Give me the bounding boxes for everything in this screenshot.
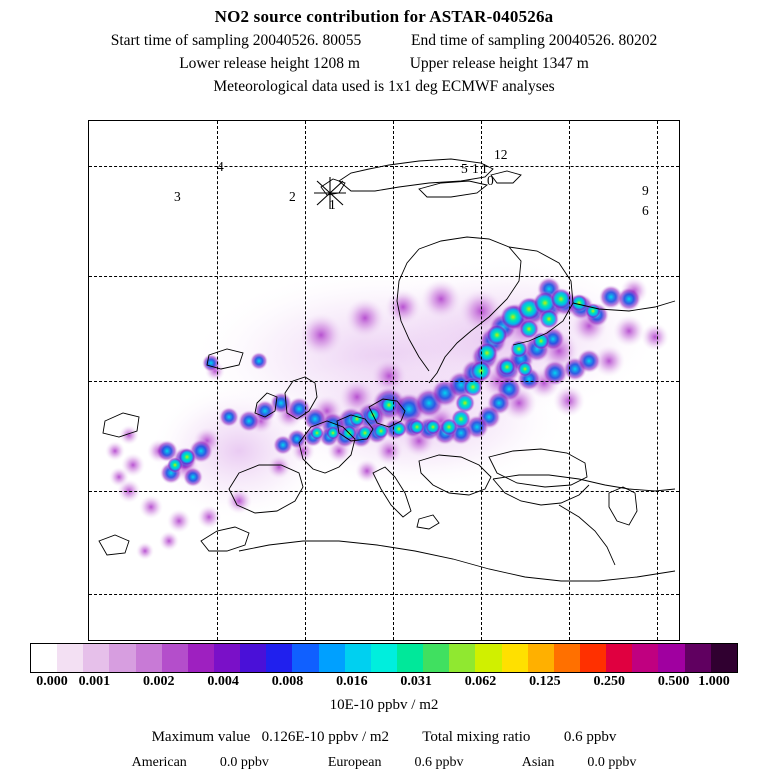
gridline-horizontal <box>89 276 679 277</box>
colorbar-swatch-2 <box>83 644 109 672</box>
colorbar-swatch-16 <box>449 644 475 672</box>
colorbar-tick-label: 0.250 <box>593 674 626 689</box>
colorbar-swatch-23 <box>632 644 658 672</box>
gridline-horizontal <box>89 491 679 492</box>
colorbar[interactable] <box>30 643 738 689</box>
colorbar-swatch-17 <box>475 644 501 672</box>
colorbar-swatch-25 <box>685 644 711 672</box>
european-label: European <box>327 755 382 770</box>
colorbar-swatch-20 <box>554 644 580 672</box>
total-mixing-ratio-value: 0.6 ppbv <box>563 729 617 745</box>
colorbar-swatch-15 <box>423 644 449 672</box>
map-annotation: 1 <box>472 161 479 176</box>
colorbar-tick-label: 0.002 <box>142 674 175 689</box>
colorbar-tick-label: 0.500 <box>657 674 690 689</box>
colorbar-swatch-1 <box>57 644 83 672</box>
max-value: 0.126E-10 ppbv / m2 <box>261 729 390 745</box>
colorbar-swatch-22 <box>606 644 632 672</box>
colorbar-tick-label: 0.031 <box>400 674 432 689</box>
european-value: 0.6 ppbv <box>414 755 464 770</box>
colorbar-swatch-12 <box>345 644 371 672</box>
map-annotation: 12 <box>494 147 508 162</box>
gridline-horizontal <box>89 166 679 167</box>
colorbar-tick-label: 0.016 <box>336 674 368 689</box>
colorbar-swatch-8 <box>240 644 266 672</box>
map-annotation: 2 <box>289 189 296 204</box>
colorbar-swatch-24 <box>658 644 684 672</box>
colorbar-tick-label: 0.062 <box>464 674 497 689</box>
map-annotation: 3 <box>174 189 181 204</box>
colorbar-swatch-4 <box>136 644 162 672</box>
colorbar-swatch-3 <box>109 644 135 672</box>
sampling-time-line <box>0 32 768 50</box>
gridline-horizontal <box>89 381 679 382</box>
regional-contributions-line <box>0 755 768 771</box>
colorbar-tick-label: 0.001 <box>78 674 111 689</box>
colorbar-tick-label: 0.000 <box>36 674 68 689</box>
map-annotation: 5 <box>461 161 468 176</box>
end-time-label: End time of sampling 20040526. 80202 <box>411 32 658 49</box>
colorbar-tick-label: 0.125 <box>529 674 561 689</box>
map-annotation: 4 <box>217 159 224 174</box>
lower-release-height-label: Lower release height 1208 m <box>179 55 360 72</box>
colorbar-swatch-21 <box>580 644 606 672</box>
colorbar-swatch-14 <box>397 644 423 672</box>
colorbar-swatch-19 <box>528 644 554 672</box>
colorbar-swatch-18 <box>502 644 528 672</box>
map-panel[interactable] <box>88 120 680 641</box>
map-annotation: 1 <box>329 197 336 212</box>
colorbar-swatch-0 <box>31 644 57 672</box>
colorbar-swatch-10 <box>292 644 318 672</box>
colorbar-unit-label: 10E-10 ppbv / m2 <box>329 697 439 713</box>
colorbar-swatch-26 <box>711 644 737 672</box>
asian-value: 0.0 ppbv <box>587 755 637 770</box>
met-data-note: Meteorological data used is 1x1 deg ECMWF analyses <box>213 78 555 95</box>
page-title: NO2 source contribution for ASTAR-040526a <box>214 7 554 26</box>
colorbar-tick-label: 0.004 <box>207 674 239 689</box>
gridline-horizontal <box>89 594 679 595</box>
colorbar-swatch-7 <box>214 644 240 672</box>
start-time-label: Start time of sampling 20040526. 80055 <box>110 32 362 49</box>
map-annotation: 1 <box>481 161 488 176</box>
map-annotation: 9 <box>642 183 649 198</box>
total-mixing-ratio-label: Total mixing ratio <box>422 729 531 745</box>
max-value-label: Maximum value <box>151 729 251 745</box>
summary-line <box>0 729 768 746</box>
colorbar-swatch-9 <box>266 644 292 672</box>
colorbar-swatch-6 <box>188 644 214 672</box>
american-label: American <box>131 755 187 770</box>
colorbar-swatch-11 <box>319 644 345 672</box>
colorbar-tick-label: 1.000 <box>698 674 730 689</box>
asian-label: Asian <box>521 755 555 770</box>
colorbar-swatch-13 <box>371 644 397 672</box>
upper-release-height-label: Upper release height 1347 m <box>409 55 589 72</box>
release-height-line <box>0 55 768 73</box>
american-value: 0.0 ppbv <box>219 755 269 770</box>
colorbar-tick-label: 0.008 <box>271 674 304 689</box>
colorbar-swatch-5 <box>162 644 188 672</box>
colorbar-ticks <box>30 674 738 692</box>
colorbar-strip <box>30 643 738 673</box>
map-annotation: 6 <box>642 203 649 218</box>
map-annotation: 0 <box>487 173 494 188</box>
